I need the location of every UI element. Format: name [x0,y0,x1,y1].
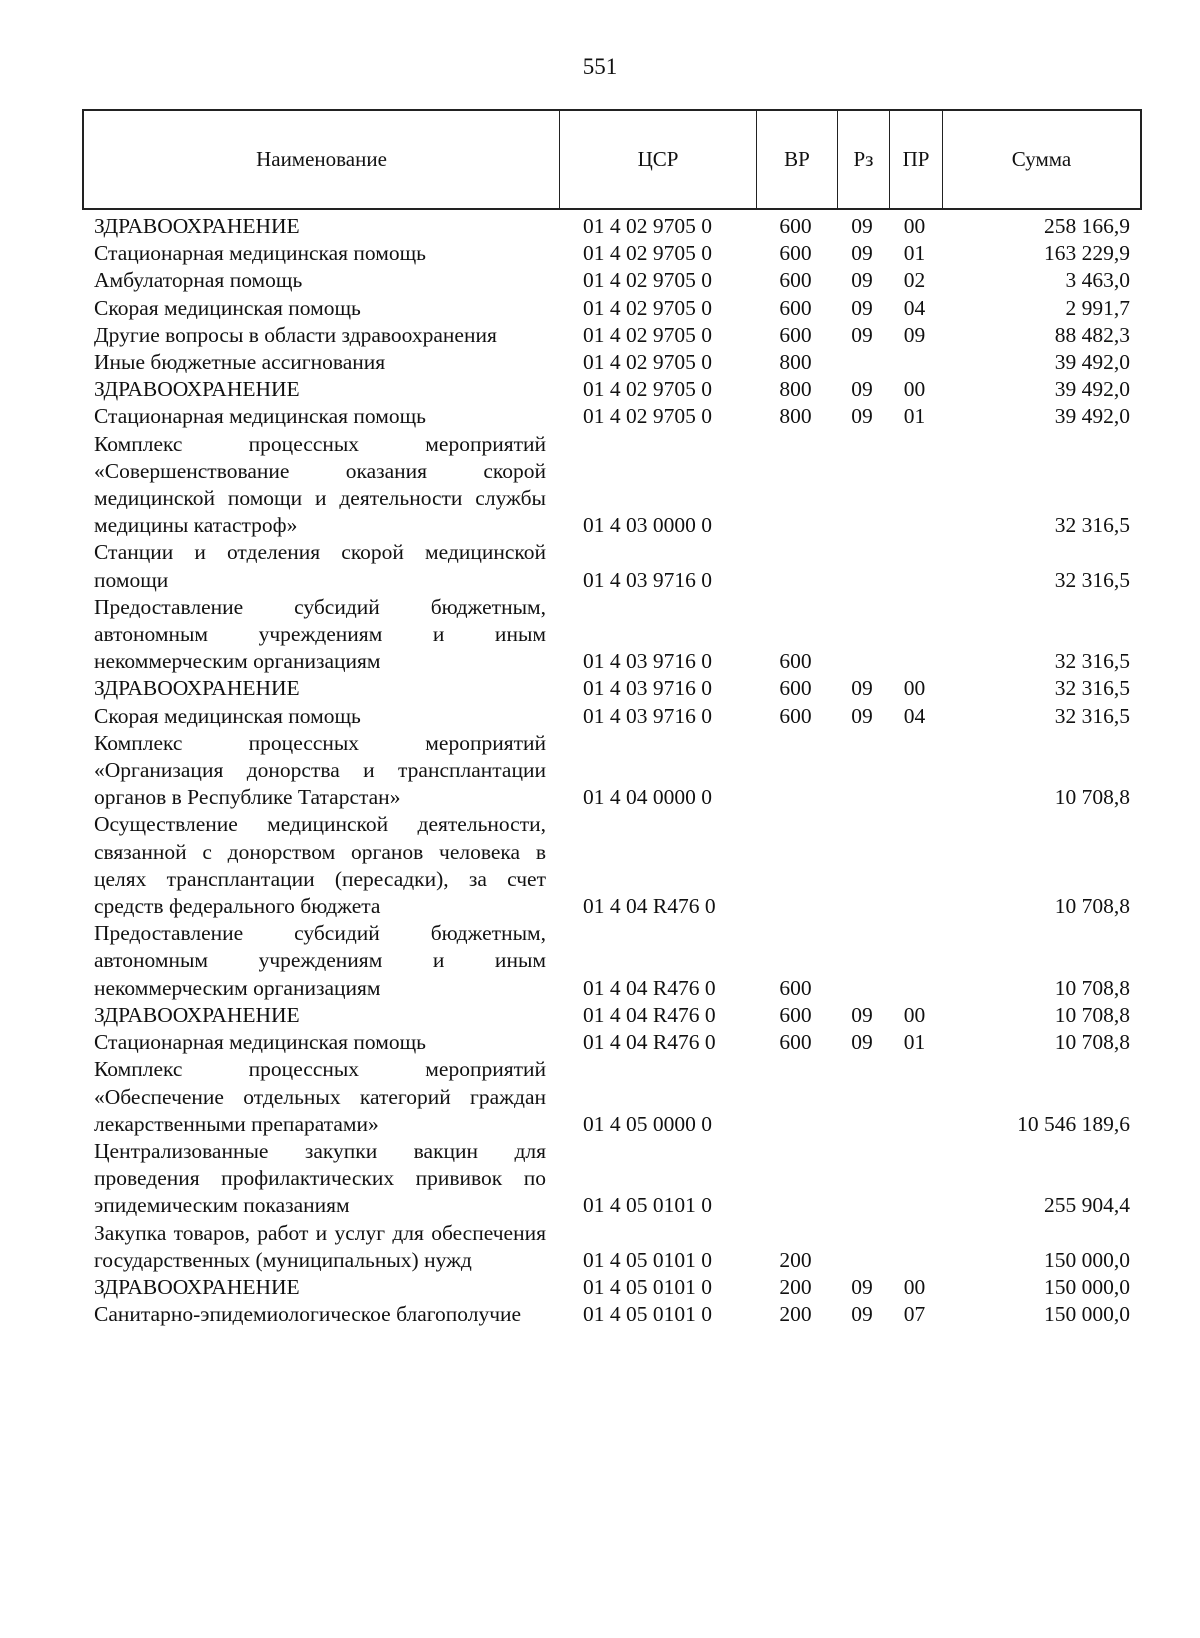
cell-sum: 39 492,0 [1054,377,1130,402]
header-name: Наименование [84,111,560,208]
cell-name: Закупка товаров, работ и услуг для обеспечения государственных (муниципальных) нужд [94,1220,546,1272]
table-row [82,1056,1142,1138]
cell-sum: 10 708,8 [1054,1002,1130,1027]
table-row [82,703,1142,730]
table-row [82,811,1142,920]
cell-sum: 3 463,0 [1065,268,1130,293]
cell-name: ЗДРАВООХРАНЕНИЕ [94,1002,300,1027]
header-vr: ВР [757,111,838,208]
cell-vr: 200 [779,1274,812,1299]
cell-name: Скорая медицинская помощь [94,703,361,728]
cell-name: Предоставление субсидий бюджетным, автономным учреждениям и иным некоммерческим организациям [94,594,546,674]
cell-rz: 09 [851,268,873,293]
header-sum: Сумма [1011,147,1072,171]
cell-name: Амбулаторная помощь [94,268,303,293]
cell-pr: 01 [903,404,926,429]
cell-pr: 09 [903,322,926,347]
cell-rz: 09 [851,295,873,320]
table-row [82,1029,1142,1056]
cell-pr: 00 [903,676,926,701]
cell-sum: 10 708,8 [1054,1030,1130,1055]
table-row [82,431,1142,540]
cell-sum: 32 316,5 [1054,703,1130,728]
cell-name: Иные бюджетные ассигнования [94,350,386,375]
cell-sum: 10 708,8 [1054,894,1130,919]
cell-sum: 32 316,5 [1054,649,1130,674]
cell-pr: 01 [903,241,926,266]
cell-rz: 09 [851,676,873,701]
cell-rz: 09 [851,241,873,266]
table-header [82,109,1142,210]
cell-vr: 600 [779,214,812,238]
table-row [82,295,1142,322]
cell-vr: 600 [779,649,812,674]
cell-pr: 02 [903,268,926,293]
cell-csr: 01 4 03 0000 0 [583,513,712,538]
cell-rz: 09 [851,322,873,347]
cell-pr: 04 [903,703,926,728]
table-row [82,594,1142,676]
cell-sum: 39 492,0 [1054,404,1130,429]
cell-sum: 32 316,5 [1054,513,1130,538]
header-csr: ЦСР [560,111,757,208]
cell-vr: 600 [779,241,812,266]
cell-pr: 00 [903,214,926,238]
cell-vr: 200 [779,1247,812,1272]
cell-vr: 600 [779,676,812,701]
cell-rz: 09 [851,1030,873,1055]
cell-name: ЗДРАВООХРАНЕНИЕ [94,1274,300,1299]
cell-csr: 01 4 04 R476 0 [583,894,716,919]
cell-csr: 01 4 05 0101 0 [583,1193,712,1218]
cell-vr: 600 [779,1030,812,1055]
cell-sum: 150 000,0 [1044,1247,1130,1272]
cell-rz: 09 [851,1002,873,1027]
cell-vr: 600 [779,268,812,293]
cell-name: Комплекс процессных мероприятий «Организация донорства и трансплантации органов в Республике Татарстан» [94,730,546,810]
cell-rz: 09 [851,404,873,429]
table-row [82,675,1142,702]
cell-sum: 150 000,0 [1044,1274,1130,1299]
table-row [82,1274,1142,1301]
cell-name: Другие вопросы в области здравоохранения [94,322,497,347]
cell-rz: 09 [851,1302,873,1327]
cell-rz: 09 [851,1274,873,1299]
cell-csr: 01 4 05 0000 0 [583,1111,712,1136]
cell-rz: 09 [851,703,873,728]
cell-pr: 01 [903,1030,926,1055]
table-body [82,213,1142,1328]
cell-pr: 04 [903,295,926,320]
cell-vr: 600 [779,322,812,347]
cell-rz: 09 [851,377,873,402]
cell-csr: 01 4 02 9705 0 [583,377,712,402]
cell-vr: 600 [779,975,812,1000]
cell-sum: 32 316,5 [1054,676,1130,701]
table-row [82,240,1142,267]
cell-vr: 800 [779,350,812,375]
cell-sum: 2 991,7 [1065,295,1130,320]
cell-pr: 00 [903,377,926,402]
cell-vr: 600 [779,295,812,320]
cell-vr: 600 [779,703,812,728]
cell-csr: 01 4 05 0101 0 [583,1274,712,1299]
table-row [82,1002,1142,1029]
cell-csr: 01 4 05 0101 0 [583,1247,712,1272]
cell-sum: 32 316,5 [1054,567,1130,592]
cell-name: Осуществление медицинской деятельности, связанной с донорством органов человека в целях трансплантации (пересадки), за счет средств федерального бюджета [94,812,546,919]
cell-vr: 800 [779,377,812,402]
cell-sum: 10 708,8 [1054,975,1130,1000]
table-row [82,730,1142,812]
table-row [82,322,1142,349]
cell-name: ЗДРАВООХРАНЕНИЕ [94,214,300,238]
cell-csr: 01 4 02 9705 0 [583,350,712,375]
cell-csr: 01 4 02 9705 0 [583,268,712,293]
table-row [82,403,1142,430]
cell-csr: 01 4 02 9705 0 [583,241,712,266]
table-row [82,213,1142,240]
cell-csr: 01 4 02 9705 0 [583,404,712,429]
cell-pr: 00 [903,1274,926,1299]
cell-name: Предоставление субсидий бюджетным, автономным учреждениям и иным некоммерческим организациям [94,921,546,1000]
cell-csr: 01 4 02 9705 0 [583,322,712,347]
cell-csr: 01 4 04 R476 0 [583,1002,716,1027]
cell-sum: 150 000,0 [1044,1302,1130,1327]
cell-pr: 07 [903,1302,926,1327]
cell-csr: 01 4 02 9705 0 [583,295,712,320]
cell-sum: 88 482,3 [1054,322,1130,347]
cell-vr: 800 [779,404,812,429]
cell-name: Скорая медицинская помощь [94,295,361,320]
cell-rz: 09 [851,214,873,238]
table-row [82,539,1142,593]
cell-sum: 258 166,9 [1044,214,1130,238]
cell-csr: 01 4 02 9705 0 [583,214,712,238]
table-row [82,267,1142,294]
cell-vr: 600 [779,1002,812,1027]
table-row [82,1138,1142,1220]
cell-name: Стационарная медицинская помощь [94,1030,426,1055]
cell-sum: 10 546 189,6 [1017,1111,1130,1136]
header-rz: Рз [838,111,890,208]
cell-csr: 01 4 04 0000 0 [583,785,712,810]
cell-name: Санитарно-эпидемиологическое благополучие [94,1302,522,1327]
cell-csr: 01 4 04 R476 0 [583,975,716,1000]
cell-name: Стационарная медицинская помощь [94,241,426,266]
cell-csr: 01 4 04 R476 0 [583,1030,716,1055]
cell-sum: 163 229,9 [1044,241,1130,266]
page-number: 551 [582,54,618,79]
cell-pr: 00 [903,1002,926,1027]
cell-sum: 10 708,8 [1054,785,1130,810]
table-row [82,1220,1142,1274]
cell-csr: 01 4 03 9716 0 [583,703,712,728]
table-row [82,920,1142,1002]
cell-name: ЗДРАВООХРАНЕНИЕ [94,676,300,701]
cell-name: Комплекс процессных мероприятий «Обеспечение отдельных категорий граждан лекарственными препаратами» [94,1057,546,1136]
cell-name: Комплекс процессных мероприятий «Совершенствование оказания скорой медицинской помощи и деятельности службы медицины катастроф» [94,431,546,538]
table-row [82,1301,1142,1328]
cell-name: Централизованные закупки вакцин для проведения профилактических прививок по эпидемическим показаниям [94,1138,546,1218]
cell-csr: 01 4 03 9716 0 [583,676,712,701]
cell-csr: 01 4 03 9716 0 [583,649,712,674]
cell-name: ЗДРАВООХРАНЕНИЕ [94,377,300,402]
cell-vr: 200 [779,1302,812,1327]
cell-sum: 39 492,0 [1054,350,1130,375]
table-row [82,376,1142,403]
cell-csr: 01 4 03 9716 0 [583,567,712,592]
cell-sum: 255 904,4 [1044,1193,1130,1218]
cell-name: Стационарная медицинская помощь [94,404,426,429]
cell-csr: 01 4 05 0101 0 [583,1302,712,1327]
cell-name: Станции и отделения скорой медицинской помощи [94,540,546,592]
table-row [82,349,1142,376]
header-pr: ПР [890,111,943,208]
